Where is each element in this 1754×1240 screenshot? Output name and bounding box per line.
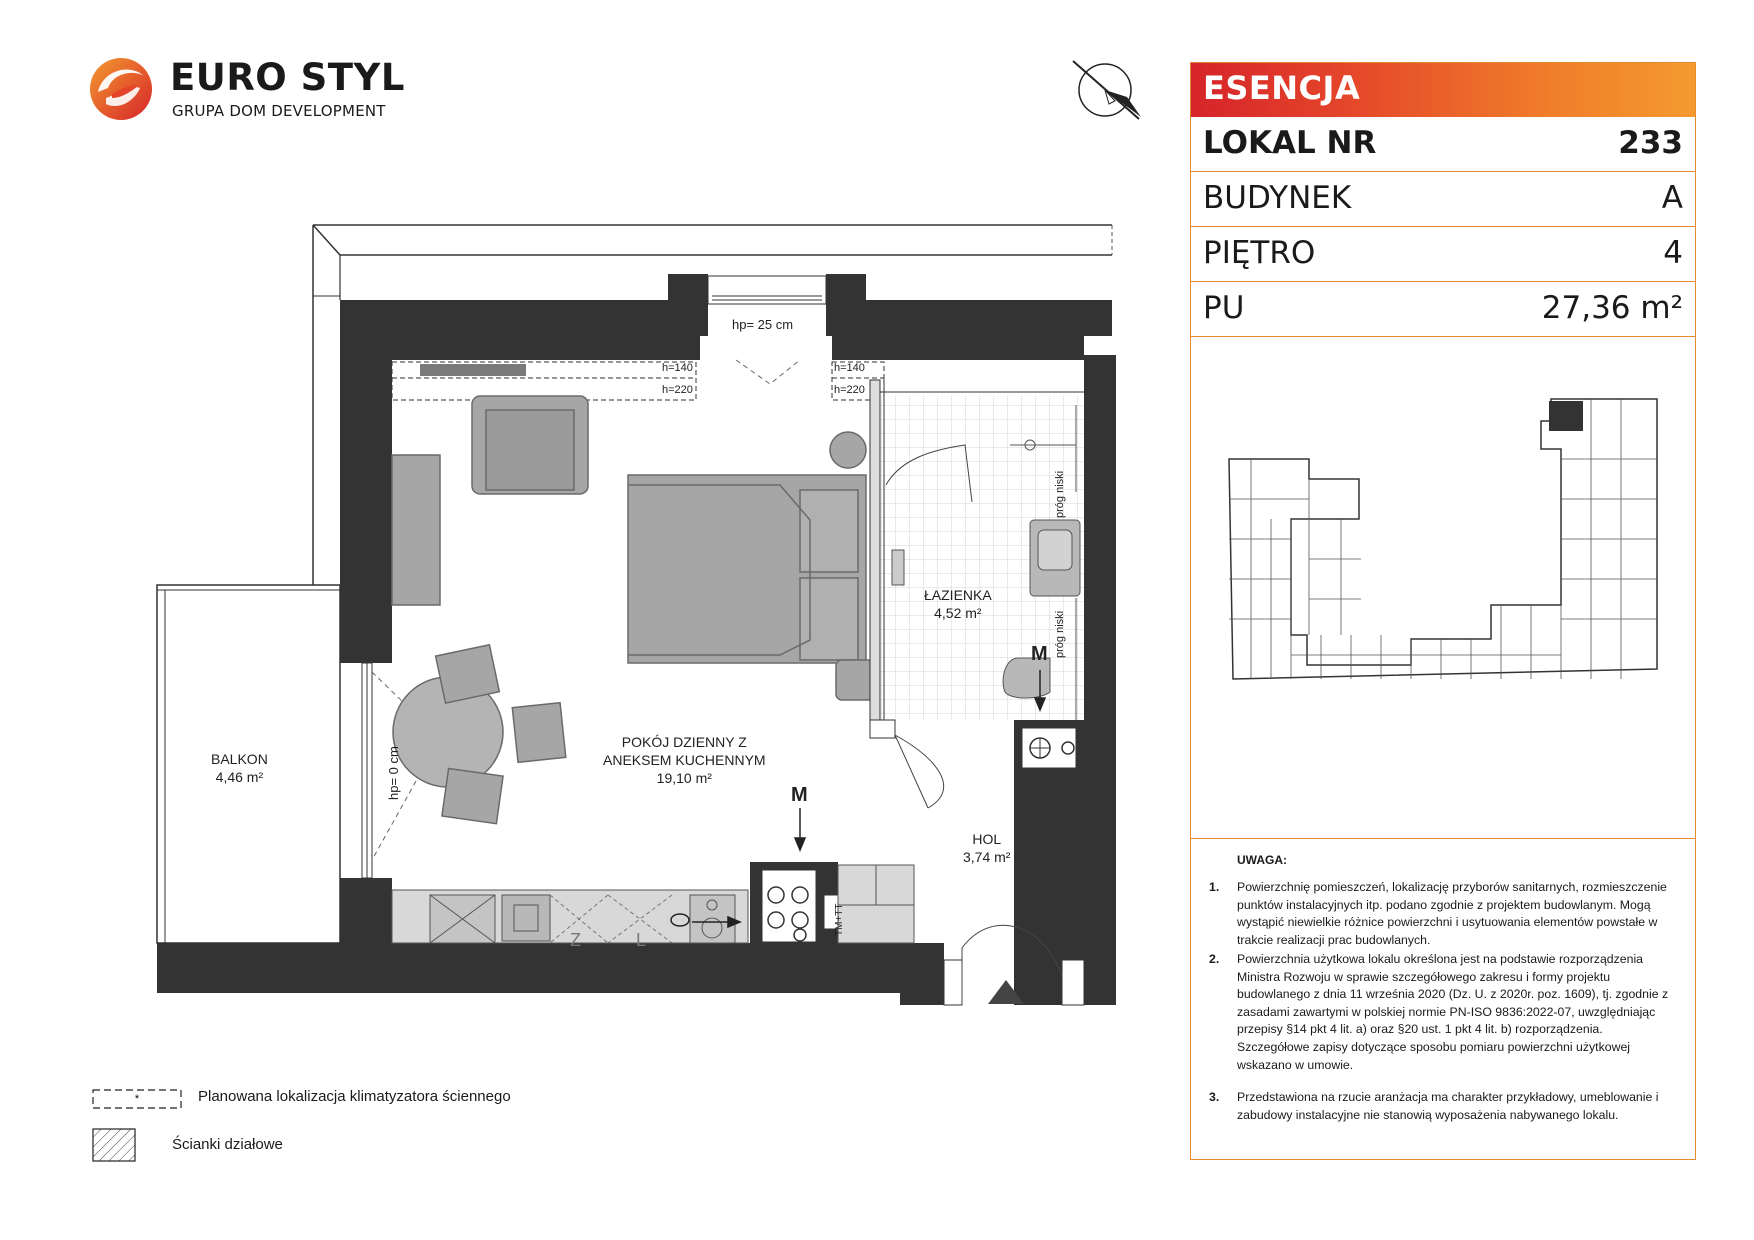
building-key: BUDYNEK: [1203, 180, 1352, 216]
balcony-label: [211, 750, 268, 786]
building-key-plan: [1191, 339, 1695, 839]
balcony-sill-height: hp= 0 cm: [386, 746, 401, 800]
notes-title: UWAGA:: [1237, 853, 1287, 867]
installation-shaft-kitchen: [750, 862, 914, 943]
hatched-wall-icon: [92, 1128, 138, 1164]
brand-subtitle: GRUPA DOM DEVELOPMENT: [172, 102, 386, 120]
meter-label-kitchen: M: [791, 784, 808, 806]
bathroom-label: [924, 586, 992, 622]
fridge-z-label: Z: [570, 930, 581, 950]
balcony-name: BALKON: [211, 751, 268, 767]
row-usable-area: [1191, 282, 1695, 337]
unit-number-key: LOKAL NR: [1203, 125, 1377, 161]
low-threshold-2: próg niski: [1054, 610, 1066, 658]
tm-tt-label: TM+TT: [834, 903, 845, 936]
note-3-text: Przedstawiona na rzucie aranżacja ma charakter przykładowy, umeblowanie i zabudowy instalacyjne nie stanowią wyposażenia nabywanego lokalu.: [1237, 1090, 1659, 1122]
living-room-label: [603, 733, 766, 787]
row-floor: [1191, 227, 1695, 282]
note-1-number: 1.: [1209, 880, 1220, 894]
installation-shaft-bathroom: [1014, 720, 1084, 785]
building-value: A: [1661, 180, 1683, 216]
ac-unit-left: [392, 362, 696, 400]
floor-key: PIĘTRO: [1203, 235, 1316, 271]
note-2-text: Powierzchnia użytkowa lokalu określona jest na podstawie rozporządzenia Ministra Rozwoju w sprawie szczegółowego zakresu i formy projektu budowlanego z dnia 11 września 2020 (Dz. U. z 2020r. poz. 1609), tj. zgodnie z zasadami zawartymi w polskiej normie PN-ISO 9836:2022-07, uwzględniając przepisy §14 pkt 4 lit. a) oraz §20 ust. 1 pkt 4 lit. b) rozporządzenia. Szczegółowe zapisy dotyczące sposobu pomiaru powierzchni użytkowej wskazano w umowie.: [1237, 952, 1669, 1072]
meter-label-bathroom: M: [1031, 643, 1048, 665]
window-sill-height: hp= 25 cm: [732, 317, 794, 332]
card-header: [1191, 63, 1695, 117]
note-1-text: Powierzchnię pomieszczeń, lokalizację przyborów sanitarnych, rozmieszczenie punktów instalacyjnych itp. podano zgodnie z projektem budowlanym. Mogą wystąpić niewielkie różnice powierzchni i usytuowania elementów powstałe w trakcie realizacji prac budowlanych.: [1237, 880, 1667, 947]
bathroom-name: ŁAZIENKA: [924, 587, 992, 603]
ac-height-140-right: h=140: [834, 362, 865, 374]
usable-area-value: 27,36 m²: [1541, 290, 1683, 326]
bathroom: [870, 378, 1084, 735]
floor-value: 4: [1663, 235, 1683, 271]
usable-area-key: PU: [1203, 290, 1245, 326]
unit-highlight: [1549, 401, 1583, 431]
building-outline-icon: [1191, 339, 1697, 839]
note-3-number: 3.: [1209, 1090, 1220, 1104]
ac-height-220-right: h=220: [834, 384, 865, 396]
balcony-area: 4,46 m²: [215, 769, 264, 785]
unit-number-value: 233: [1618, 125, 1683, 161]
ac-height-140-left: h=140: [662, 362, 693, 374]
hall-area: 3,74 m²: [963, 849, 1011, 865]
note-2-number: 2.: [1209, 952, 1220, 966]
row-building: [1191, 172, 1695, 227]
hall-label: [963, 830, 1010, 866]
low-threshold-1: próg niski: [1054, 470, 1066, 518]
bathroom-area: 4,52 m²: [934, 605, 982, 621]
legend-ac-text: Planowana lokalizacja klimatyzatora ściennego: [198, 1088, 511, 1105]
living-room-name2: ANEKSEM KUCHENNYM: [603, 752, 766, 768]
hall-name: HOL: [972, 831, 1002, 847]
ac-height-220-left: h=220: [662, 384, 693, 396]
ac-unit-dashed-icon: [92, 1088, 184, 1110]
living-room-name: POKÓJ DZIENNY Z: [621, 734, 747, 750]
living-room-area: 19,10 m²: [656, 770, 712, 786]
legend-partition-text: Ścianki działowe: [172, 1136, 283, 1153]
dishwasher-l-label: L: [636, 930, 647, 950]
brand-name: EURO STYL: [170, 56, 405, 99]
row-unit-number: [1191, 117, 1695, 172]
investment-name: ESENCJA: [1203, 69, 1361, 107]
svg-text:*: *: [134, 1093, 140, 1105]
info-card: [1190, 62, 1696, 1160]
bathroom-door: [870, 720, 944, 808]
